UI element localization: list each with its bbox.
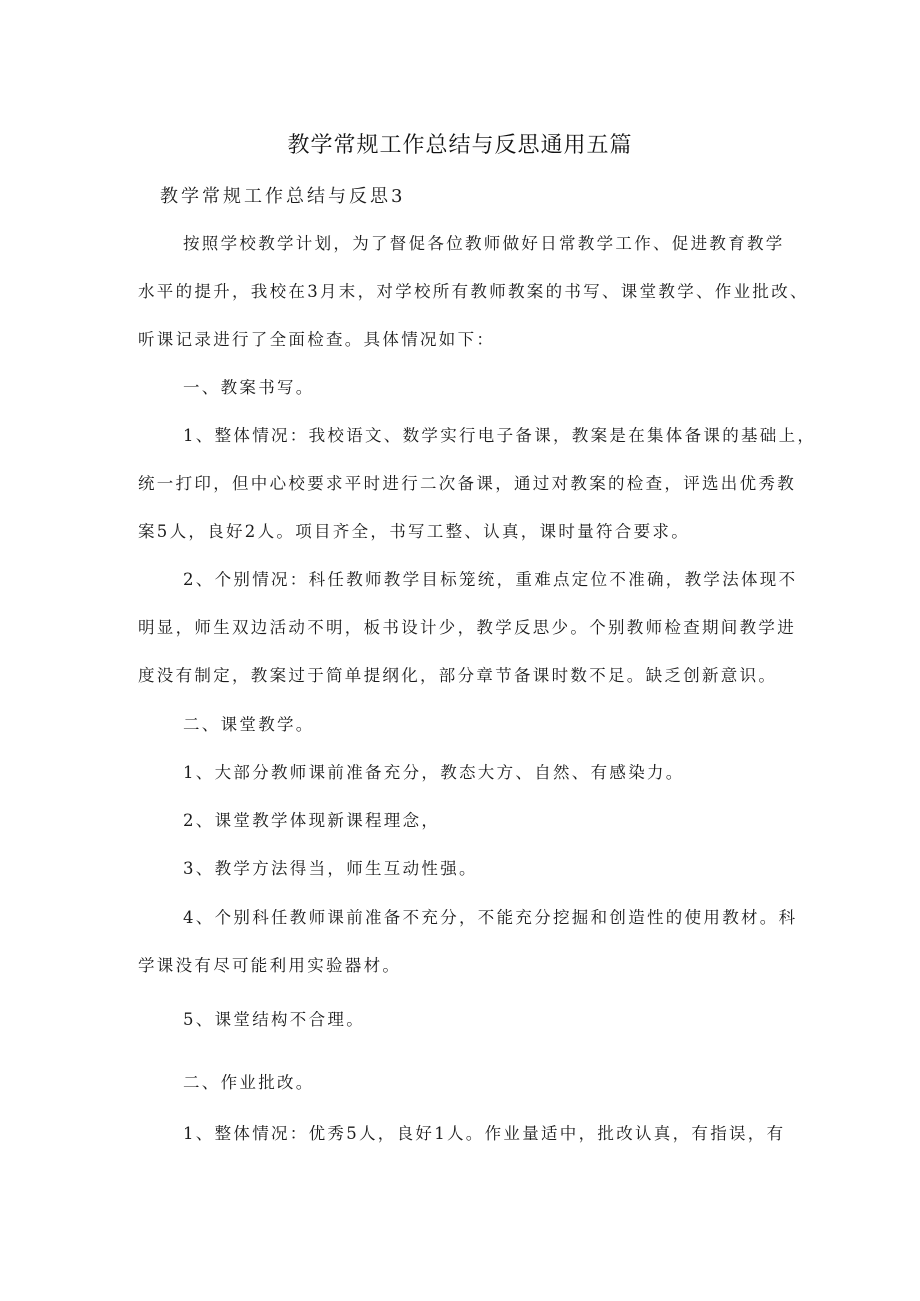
document-title: 教学常规工作总结与反思通用五篇 <box>287 133 633 158</box>
paragraph-line: 3、教学方法得当，师生互动性强。 <box>183 859 478 878</box>
section-item-heading: 二、课堂教学。 <box>183 715 315 734</box>
paragraph-line: 1、整体情况：我校语文、数学实行电子备课，教案是在集体备课的基础上， <box>183 426 817 445</box>
paragraph-line: 度没有制定，教案过于简单提纲化，部分章节备课时数不足。缺乏创新意识。 <box>138 666 778 685</box>
paragraph-line: 学课没有尽可能利用实验器材。 <box>138 956 402 975</box>
paragraph-line: 2、个别情况：科任教师教学目标笼统，重难点定位不准确，教学法体现不 <box>183 570 798 589</box>
paragraph-line: 明显，师生双边活动不明，板书设计少，教学反思少。个别教师检查期间教学进 <box>138 618 796 637</box>
paragraph-line: 按照学校教学计划，为了督促各位教师做好日常教学工作、促进教育教学 <box>183 234 785 253</box>
paragraph-line: 听课记录进行了全面检查。具体情况如下： <box>138 330 496 349</box>
paragraph-line: 统一打印，但中心校要求平时进行二次备课，通过对教案的检查，评选出优秀教 <box>138 474 796 493</box>
section-heading: 教学常规工作总结与反思3 <box>160 186 406 207</box>
section-item-heading: 二、作业批改。 <box>183 1073 315 1092</box>
paragraph-line: 2、课堂教学体现新课程理念， <box>183 811 441 830</box>
paragraph-line: 1、大部分教师课前准备充分，教态大方、自然、有感染力。 <box>183 763 685 782</box>
paragraph-line: 4、个别科任教师课前准备不充分，不能充分挖掘和创造性的使用教材。科 <box>183 908 798 927</box>
paragraph-line: 案5人，良好2人。项目齐全，书写工整、认真，课时量符合要求。 <box>138 522 690 541</box>
section-item-heading: 一、教案书写。 <box>183 378 315 397</box>
paragraph-line: 1、整体情况：优秀5人，良好1人。作业量适中，批改认真，有指误，有 <box>183 1124 786 1143</box>
paragraph-line: 5、课堂结构不合理。 <box>183 1010 365 1029</box>
paragraph-line: 水平的提升，我校在3月末，对学校所有教师教案的书写、课堂教学、作业批改、 <box>138 282 809 301</box>
